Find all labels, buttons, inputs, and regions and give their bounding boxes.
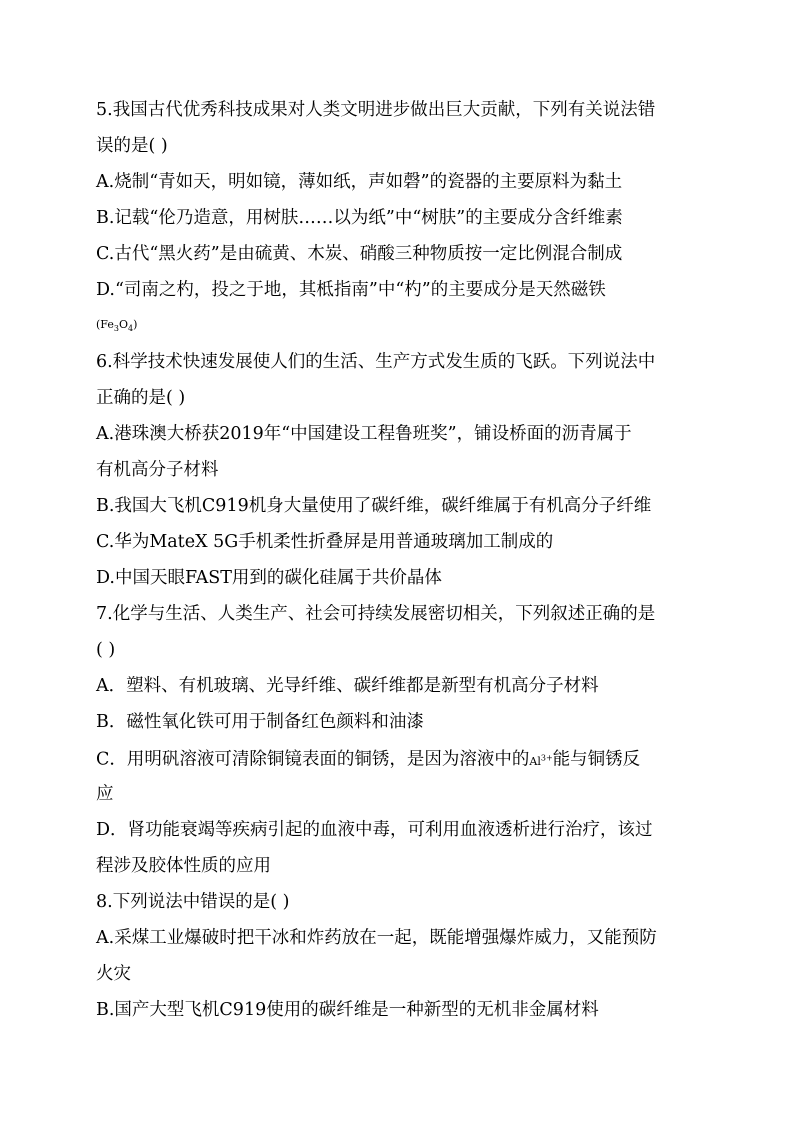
q8-option-b: B.国产大型飞机C919使用的碳纤维是一种新型的无机非金属材料	[96, 1000, 599, 1020]
formula-fe-subscript: 3	[113, 324, 119, 334]
formula-o: O	[118, 318, 128, 331]
q7-option-a: A．塑料、有机玻璃、光导纤维、碳纤维都是新型有机高分子材料	[96, 676, 599, 696]
formula-close-paren: )	[133, 318, 138, 331]
q5-stem-line-1: 5.我国古代优秀科技成果对人类文明进步做出巨大贡献，下列有关说法错	[96, 100, 656, 120]
q6-option-b: B.我国大飞机C919机身大量使用了碳纤维，碳纤维属于有机高分子纤维	[96, 496, 652, 516]
aluminum-charge: 3+	[540, 753, 553, 762]
q7-option-d-line-2: 程涉及胶体性质的应用	[96, 856, 271, 876]
q6-option-a-line-1: A.港珠澳大桥获2019年“中国建设工程鲁班奖”，铺设桥面的沥青属于	[96, 424, 632, 444]
q5-option-b: B.记载“伦乃造意，用树肤……以为纸”中“树肤”的主要成分含纤维素	[96, 208, 623, 228]
aluminum-ion	[529, 755, 552, 768]
q7-option-c-text-end: 能与铜锈反	[552, 749, 641, 770]
q5-option-d: D.“司南之杓，投之于地，其柢指南”中“杓”的主要成分是天然磁铁	[96, 280, 606, 300]
aluminum-symbol: Al	[529, 754, 541, 768]
q7-stem-line-1: 7.化学与生活、人类生产、社会可持续发展密切相关，下列叙述正确的是	[96, 604, 656, 624]
q8-stem: 8.下列说法中错误的是( )	[96, 892, 290, 912]
q5-stem-line-2: 误的是( )	[96, 136, 168, 156]
q6-option-c: C.华为MateX 5G手机柔性折叠屏是用普通玻璃加工制成的	[96, 532, 554, 552]
q7-stem-line-2: ( )	[96, 640, 116, 660]
q8-option-a-line-1: A.采煤工业爆破时把干冰和炸药放在一起，既能增强爆炸威力，又能预防	[96, 928, 657, 948]
q7-option-d-line-1: D．肾功能衰竭等疾病引起的血液中毒，可利用血液透析进行治疗，该过	[96, 820, 653, 840]
q7-option-c-text: C．用明矾溶液可清除铜镜表面的铜锈，是因为溶液中的	[96, 749, 530, 770]
q5-formula-fe3o4	[96, 314, 137, 340]
q7-option-c-line-1	[96, 747, 640, 773]
q6-option-d: D.中国天眼FAST用到的碳化硅属于共价晶体	[96, 568, 442, 588]
q6-stem-line-2: 正确的是( )	[96, 388, 186, 408]
q6-option-a-line-2: 有机高分子材料	[96, 460, 219, 480]
q6-stem-line-1: 6.科学技术快速发展使人们的生活、生产方式发生质的飞跃。下列说法中	[96, 352, 656, 372]
formula-o-subscript: 4	[127, 324, 134, 334]
formula-open-paren: (	[96, 318, 101, 331]
q5-option-a: A.烧制“青如天，明如镜，薄如纸，声如磬”的瓷器的主要原料为黏土	[96, 172, 623, 192]
q8-option-a-line-2: 火灾	[96, 964, 131, 984]
q5-option-c: C.古代“黑火药”是由硫黄、木炭、硝酸三种物质按一定比例混合制成	[96, 244, 623, 264]
q7-option-c-line-2: 应	[96, 784, 114, 804]
q7-option-b: B．磁性氧化铁可用于制备红色颜料和油漆	[96, 712, 424, 732]
formula-fe: Fe	[100, 318, 114, 331]
